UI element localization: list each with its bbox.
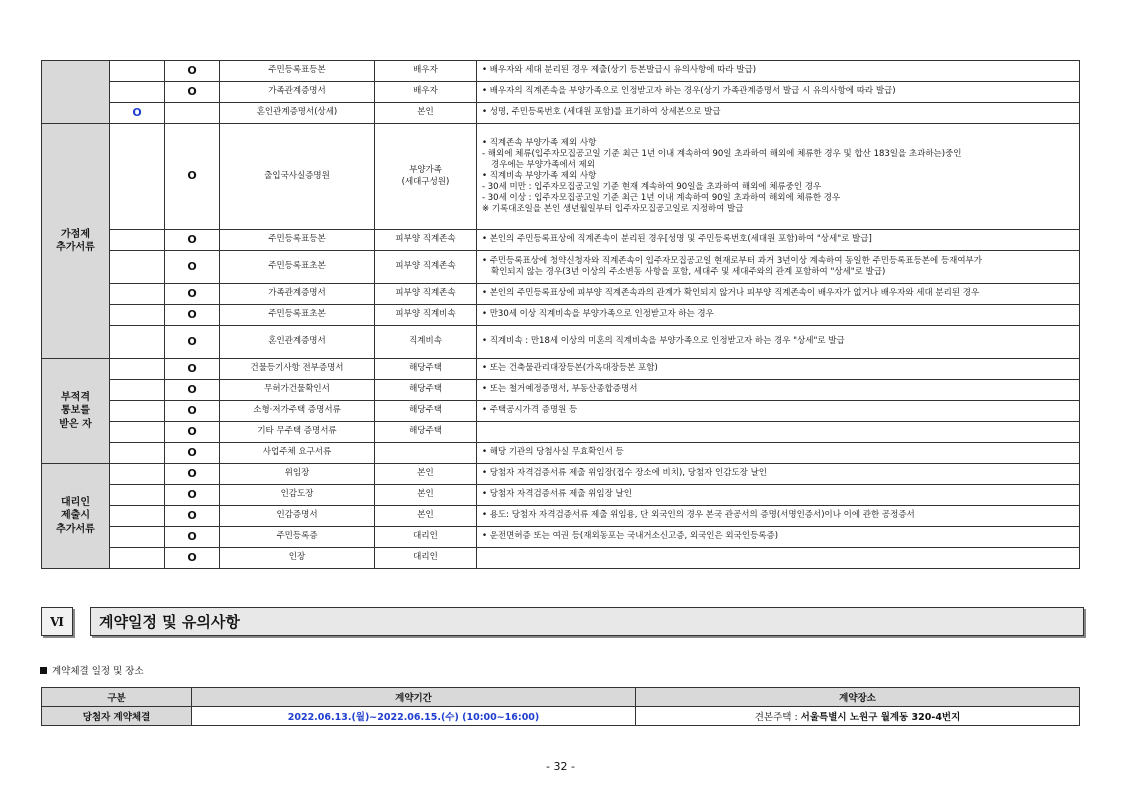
document-note: • 본인의 주민등록표상에 피부양 직계존속과의 관계가 확인되지 않거나 피부양 직계존속이 배우자가 없거나 배우자와 세대 분리된 경우 — [477, 284, 1080, 305]
document-name: 기타 무주택 증명서류 — [220, 422, 375, 443]
document-name: 건물등기사항 전부증명서 — [220, 359, 375, 380]
document-target: 해당주택 — [375, 380, 477, 401]
document-note: • 주민등록표상에 청약신청자와 직계존속이 입주자모집공고일 현재로부터 과거 3년이상 계속하여 동일한 주민등록표등본에 등재여부가 확인되지 않는 경우(3년 이상의 주소변동 사항을 포함, 세대주 및 세대주와의 관계 포함하여 "상세"로 발급) — [477, 251, 1080, 284]
document-note: • 성명, 주민등록번호 (세대원 포함)를 표기하여 상세본으로 발급 — [477, 103, 1080, 124]
document-name: 인장 — [220, 548, 375, 569]
category-cell: 대리인 제출시 추가서류 — [42, 464, 110, 569]
document-note: • 주택공시가격 증명원 등 — [477, 401, 1080, 422]
document-target: 부양가족 (세대구성원) — [375, 124, 477, 230]
document-note: • 당첨자 자격검증서류 제출 위임장 날인 — [477, 485, 1080, 506]
column-header: 계약장소 — [636, 688, 1080, 707]
document-name: 인감증명서 — [220, 506, 375, 527]
section-header — [41, 607, 1084, 636]
document-target: 피부양 직계비속 — [375, 305, 477, 326]
document-note: • 배우자의 직계존속을 부양가족으로 인정받고자 하는 경우(상기 가족관계증명서 발급 시 유의사항에 따라 발급) — [477, 82, 1080, 103]
document-note: • 만30세 이상 직계비속을 부양가족으로 인정받고자 하는 경우 — [477, 305, 1080, 326]
required-mark: O — [165, 230, 220, 251]
document-name: 무허가건물확인서 — [220, 380, 375, 401]
contract-place — [636, 707, 1080, 726]
document-target: 대리인 — [375, 548, 477, 569]
required-mark: O — [165, 380, 220, 401]
document-note: • 해당 기관의 당첨사실 무효확인서 등 — [477, 443, 1080, 464]
table-row — [42, 401, 1080, 422]
required-mark: O — [165, 422, 220, 443]
category-cell: 부적격 통보를 받은 자 — [42, 359, 110, 464]
document-target: 본인 — [375, 485, 477, 506]
document-name: 가족관계증명서 — [220, 82, 375, 103]
table-row — [42, 380, 1080, 401]
document-target: 직계비속 — [375, 326, 477, 359]
table-row — [42, 422, 1080, 443]
document-target: 피부양 직계존속 — [375, 251, 477, 284]
document-name: 주민등록표초본 — [220, 305, 375, 326]
document-name: 소형·저가주택 증명서류 — [220, 401, 375, 422]
subheading-text: 계약체결 일정 및 장소 — [52, 666, 144, 677]
required-mark: O — [165, 506, 220, 527]
document-name: 출입국사실증명원 — [220, 124, 375, 230]
document-note: • 또는 철거예정증명서, 부동산종합증명서 — [477, 380, 1080, 401]
document-name: 주민등록표등본 — [220, 61, 375, 82]
required-mark: O — [165, 548, 220, 569]
table-row — [42, 464, 1080, 485]
document-target: 피부양 직계존속 — [375, 284, 477, 305]
column-header: 계약기간 — [192, 688, 636, 707]
document-name: 가족관계증명서 — [220, 284, 375, 305]
category-cell — [42, 61, 110, 124]
table-row — [42, 284, 1080, 305]
required-mark: O — [165, 251, 220, 284]
place-label: 견본주택 : — [754, 712, 801, 723]
table-row — [42, 443, 1080, 464]
table-row — [42, 103, 1080, 124]
required-mark: O — [165, 485, 220, 506]
place-address: 서울특별시 노원구 월계동 320-4번지 — [800, 712, 961, 723]
document-note — [477, 548, 1080, 569]
row-label: 당첨자 계약체결 — [42, 707, 192, 726]
required-mark: O — [165, 359, 220, 380]
document-note: • 직계비속 : 만18세 이상의 미혼의 직계비속을 부양가족으로 인정받고자 하는 경우 "상세"로 발급 — [477, 326, 1080, 359]
table-row — [42, 527, 1080, 548]
document-name: 주민등록표초본 — [220, 251, 375, 284]
document-target: 해당주택 — [375, 401, 477, 422]
document-note — [477, 422, 1080, 443]
page-number: - 32 - — [546, 760, 575, 773]
document-name: 혼인관계증명서(상세) — [220, 103, 375, 124]
document-note: • 직계존속 부양가족 제외 사항 - 해외에 체류(입주자모집공고일 기준 최근 1년 이내 계속하여 90일 초과하여 해외에 체류한 경우 및 합산 183일을 초과하는)중인 경우에는 부양가족에서 제외 • 직계비속 부양가족 제외 사항 - 30세 미만 : 입주자모집공고일 기준 현재 계속하여 90일을 초과하여 해외에 체류중인 경우 - 30세 이상 : 입주자모집공고일 기준 최근 1년 이내 계속하여 90일 초과하여 해외에 체류한 경우 ※ 기록대조일을 본인 생년월일부터 입주자모집공고일로 지정하여 발급 — [477, 124, 1080, 230]
table-row — [42, 485, 1080, 506]
document-note: • 용도: 당첨자 자격검증서류 제출 위임용, 단 외국인의 경우 본국 관공서의 증명(서명인증서)이나 이에 관한 공정증서 — [477, 506, 1080, 527]
required-mark: O — [165, 305, 220, 326]
document-target: 대리인 — [375, 527, 477, 548]
document-note: • 배우자와 세대 분리된 경우 제출(상기 등본발급시 유의사항에 따라 발급) — [477, 61, 1080, 82]
document-target: 본인 — [375, 506, 477, 527]
document-target: 해당주택 — [375, 359, 477, 380]
document-name: 혼인관계증명서 — [220, 326, 375, 359]
table-row — [42, 305, 1080, 326]
document-target: 해당주택 — [375, 422, 477, 443]
table-row — [42, 61, 1080, 82]
required-mark: O — [165, 326, 220, 359]
required-mark: O — [165, 401, 220, 422]
document-target: 본인 — [375, 103, 477, 124]
document-note: • 운전면허증 또는 여권 등(재외동포는 국내거소신고증, 외국인은 외국인등록증) — [477, 527, 1080, 548]
document-target: 배우자 — [375, 61, 477, 82]
required-mark: O — [165, 464, 220, 485]
required-mark: O — [165, 124, 220, 230]
required-mark: O — [165, 527, 220, 548]
required-mark: O — [165, 82, 220, 103]
required-mark: O — [165, 443, 220, 464]
document-name: 주민등록표등본 — [220, 230, 375, 251]
document-target: 배우자 — [375, 82, 477, 103]
table-row — [42, 707, 1080, 726]
category-cell: 가점제 추가서류 — [42, 124, 110, 359]
document-note: • 또는 건축물관리대장등본(가옥대장등본 포함) — [477, 359, 1080, 380]
contract-schedule-table — [41, 687, 1080, 726]
contract-period: 2022.06.13.(월)~2022.06.15.(수) (10:00~16:00) — [192, 707, 636, 726]
table-header-row — [42, 688, 1080, 707]
square-bullet-icon — [40, 667, 47, 674]
subheading — [40, 663, 144, 677]
table-row — [42, 124, 1080, 230]
table-row — [42, 548, 1080, 569]
table-row — [42, 82, 1080, 103]
section-number: Ⅵ — [41, 607, 73, 636]
table-row — [42, 251, 1080, 284]
document-requirements-table — [41, 60, 1080, 569]
required-mark: O — [165, 284, 220, 305]
document-target — [375, 443, 477, 464]
document-target: 본인 — [375, 464, 477, 485]
document-note: • 본인의 주민등록표상에 직계존속이 분리된 경우[성명 및 주민등록번호(세대원 포함)하여 "상세"로 발급] — [477, 230, 1080, 251]
required-mark: O — [110, 103, 165, 124]
section-title: 계약일정 및 유의사항 — [90, 607, 1084, 636]
document-note: • 당첨자 자격검증서류 제출 위임장(접수 장소에 비치), 당첨자 인감도장 날인 — [477, 464, 1080, 485]
document-name: 주민등록증 — [220, 527, 375, 548]
table-row — [42, 359, 1080, 380]
document-name: 인감도장 — [220, 485, 375, 506]
document-name: 사업주체 요구서류 — [220, 443, 375, 464]
table-row — [42, 506, 1080, 527]
column-header: 구분 — [42, 688, 192, 707]
required-mark: O — [165, 61, 220, 82]
document-name: 위임장 — [220, 464, 375, 485]
table-row — [42, 230, 1080, 251]
document-target: 피부양 직계존속 — [375, 230, 477, 251]
table-row — [42, 326, 1080, 359]
